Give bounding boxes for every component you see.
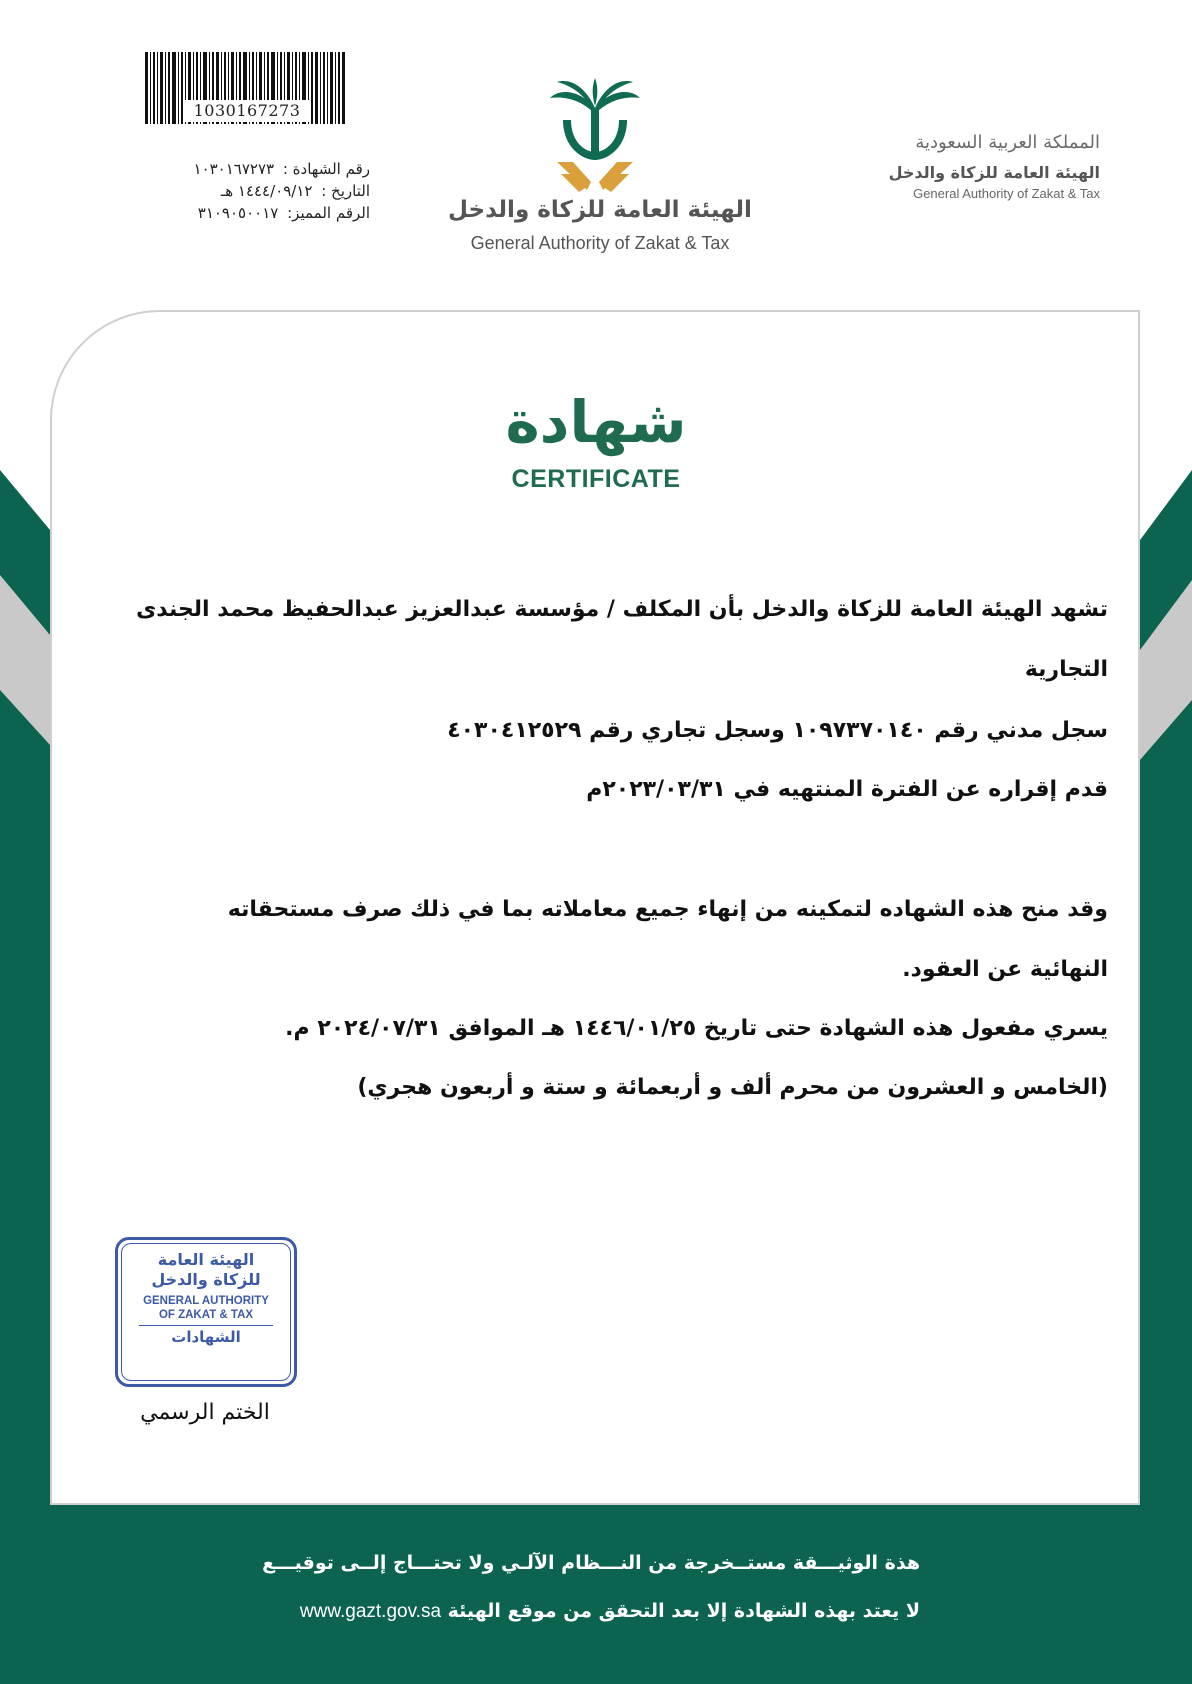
authority-name-english: General Authority of Zakat & Tax <box>913 186 1100 201</box>
certificate-paragraph: قدم إقراره عن الفترة المنتهيه في ٢٠٢٣/٠٣/٣١م <box>586 777 1108 802</box>
stamp-caption: الختم الرسمي <box>140 1400 270 1425</box>
unique-number-label: الرقم المميز: <box>287 204 370 222</box>
palm-logo-icon <box>545 78 645 196</box>
date-row <box>140 180 370 202</box>
kingdom-name: المملكة العربية السعودية <box>915 132 1100 153</box>
certificate-meta <box>140 158 370 224</box>
certificate-paragraph: يسري مفعول هذه الشهادة حتى تاريخ ١٤٤٦/٠١/٢٥ هـ الموافق ٢٠٢٤/٠٧/٣١ م. <box>285 1016 1108 1041</box>
certificate-number-label: رقم الشهادة : <box>282 160 370 178</box>
footer-verification <box>150 1600 920 1623</box>
footer-note: هذة الوثيـــقة مستــخرجة من النـــظام الآلـي ولا تحتـــاج إلــى توقيـــع <box>262 1552 920 1574</box>
certificate-paragraph: (الخامس و العشرون من محرم ألف و أربعمائة و ستة و أربعون هجري) <box>357 1075 1108 1100</box>
unique-number-value: ٣١٠٩٠٥٠٠١٧ <box>197 204 279 222</box>
authority-name-arabic: الهيئة العامة للزكاة والدخل <box>888 163 1100 182</box>
date-value: ١٤٤٤/٠٩/١٢ هـ <box>220 182 313 200</box>
date-label: التاريخ : <box>321 182 370 200</box>
logo-name-english: General Authority of Zakat & Tax <box>470 233 730 253</box>
certificate-paragraph: تشهد الهيئة العامة للزكاة والدخل بأن المكلف / مؤسسة عبدالعزيز عبدالحفيظ محمد الجندى <box>136 597 1108 622</box>
certificate-title-english: CERTIFICATE <box>511 465 681 493</box>
footer-verification-text: لا يعتد بهذه الشهادة إلا بعد التحقق من موقع الهيئة <box>447 1600 920 1622</box>
certificate-paragraph: النهائية عن العقود. <box>902 957 1108 982</box>
official-stamp <box>115 1237 297 1387</box>
stamp-divider <box>139 1325 273 1326</box>
ministry-header <box>760 132 1100 201</box>
unique-number-row <box>140 202 370 224</box>
stamp-arabic-line-1: الهيئة العامة <box>157 1250 255 1269</box>
certificate-paragraph: التجارية <box>1024 657 1108 682</box>
stamp-english-line-2: OF ZAKAT & TAX <box>158 1309 254 1321</box>
stamp-english-line-1: GENERAL AUTHORITY <box>143 1295 269 1307</box>
stamp-arabic-line-2: للزكاة والدخل <box>151 1270 261 1289</box>
certificate-title-arabic: شهادة <box>505 388 687 456</box>
certificate-number-value: ١٠٣٠١٦٧٢٧٣ <box>193 160 275 178</box>
barcode-number: 1030167273 <box>185 100 309 122</box>
certificate-number-row <box>140 158 370 180</box>
website-link[interactable]: www.gazt.gov.sa <box>299 1601 442 1622</box>
certificate-paragraph: سجل مدني رقم ١٠٩٧٣٧٠١٤٠ وسجل تجاري رقم ٤٠٣٠٤١٢٥٢٩ <box>447 718 1108 743</box>
logo-name-arabic: الهيئة العامة للزكاة والدخل <box>448 197 752 223</box>
certificate-paragraph: وقد منح هذه الشهاده لتمكينه من إنهاء جميع معاملاته بما في ذلك صرف مستحقاته <box>227 897 1108 922</box>
stamp-department: الشهادات <box>171 1328 241 1346</box>
